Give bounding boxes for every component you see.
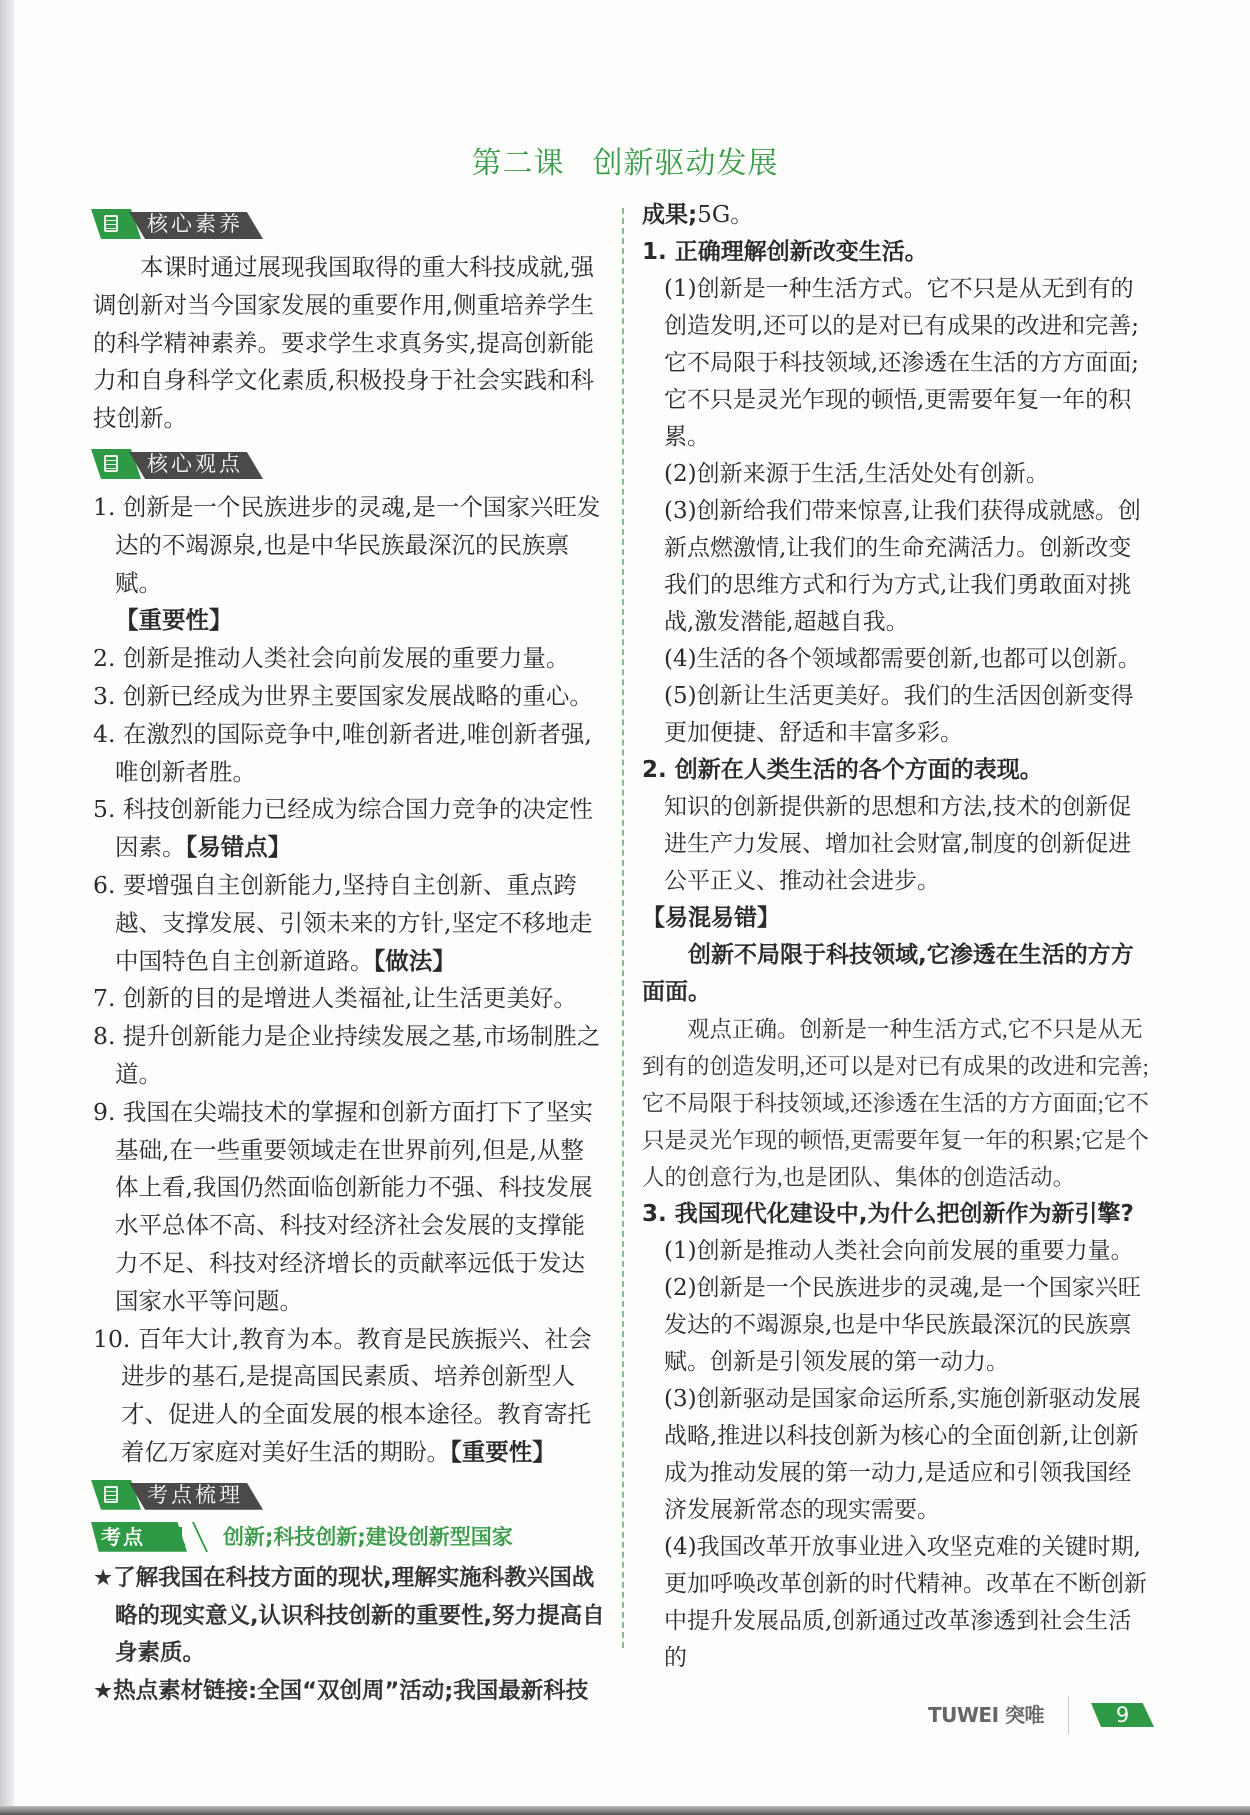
view-item: 10. 百年大计,教育为本。教育是民族振兴、社会进步的基石,是提高国民素质、培养创新型人才、促进人的全面发展的根本途径。教育寄托着亿万家庭对美好生活的期盼。【重要性】 — [93, 1324, 592, 1466]
q2-text: 知识的创新提供新的思想和方法,技术的创新促进生产力发展、增加社会财富,制度的创新促进公平正义、推动社会进步。 — [664, 794, 1132, 894]
q3-point: (4)我国改革开放事业进入攻坚克难的关键时期,更加呼唤改革创新的时代精神。改革在不断创新中提升发展品质,创新通过改革渗透到社会生活的 — [664, 1534, 1147, 1671]
view-item: 2. 创新是推动人类社会向前发展的重要力量。 — [93, 644, 570, 673]
lesson-name: 创新驱动发展 — [592, 146, 779, 181]
footer-divider — [1068, 1696, 1069, 1734]
confusion-statement: 创新不局限于科技领域,它渗透在生活的方方面面。 — [642, 942, 1134, 1005]
question-2-heading: 2. 创新在人类生活的各个方面的表现。 — [642, 757, 1043, 783]
page-number-tab — [1091, 1703, 1154, 1727]
scan-edge-left — [0, 0, 14, 1815]
view-item: 3. 创新已经成为世界主要国家发展战略的重心。 — [93, 681, 593, 710]
page-number: 9 — [1115, 1703, 1130, 1727]
q3-point: (1)创新是推动人类社会向前发展的重要力量。 — [664, 1238, 1134, 1264]
confusion-heading: 【易混易错】 — [642, 905, 780, 931]
notebook-icon — [104, 1486, 118, 1503]
scan-edge-bottom — [0, 1806, 1250, 1815]
notebook-icon — [104, 215, 118, 232]
column-divider — [622, 208, 624, 1648]
exam-point-topic: 创新;科技创新;建设创新型国家 — [223, 1524, 513, 1549]
section-tag-exam-points: 考点梳理 — [91, 1480, 263, 1510]
exam-point-heading — [91, 1520, 605, 1554]
section-tag-core-literacy: 核心素养 — [91, 209, 263, 239]
confusion-analysis: 观点正确。创新是一种生活方式,它不只是从无到有的创造发明,还可以是对已有成果的改进和完善;它不局限于科技领域,还渗透在生活的方方面面;它不只是灵光乍现的顿悟,更需要年复一年的积累;它是个人的创意行为,也是团队、集体的创造活动。 — [642, 1017, 1149, 1190]
continued-text: 成果;5G。 — [642, 202, 754, 228]
q3-point: (2)创新是一个民族进步的灵魂,是一个国家兴旺发达的不竭源泉,也是中华民族最深沉的民族禀赋。创新是引领发展的第一动力。 — [664, 1275, 1141, 1375]
q1-point: (3)创新给我们带来惊喜,让我们获得成就感。创新点燃激情,让我们的生命充满活力。创新改变我们的思维方式和行为方式,让我们勇敢面对挑战,激发潜能,超越自我。 — [664, 498, 1141, 635]
view-item: 9. 我国在尖端技术的掌握和创新方面打下了坚实基础,在一些重要领域走在世界前列,但是,从整体上看,我国仍然面临创新能力不强、科技发展水平总体不高、科技对经济社会发展的支撑能力不足、科技对经济增长的贡献率远低于发达国家水平等问题。 — [93, 1097, 593, 1315]
publisher-logo: TUWEI 突唯 — [927, 1703, 1044, 1727]
q1-point: (1)创新是一种生活方式。它不只是从无到有的创造发明,还可以的是对已有成果的改进和完善;它不局限于科技领域,还渗透在生活的方方面面;它不只是灵光乍现的顿悟,更需要年复一年的积累。 — [664, 276, 1140, 450]
q1-point: (4)生活的各个领域都需要创新,也都可以创新。 — [664, 646, 1141, 672]
view-item: 8. 提升创新能力是企业持续发展之基,市场制胜之道。 — [93, 1022, 601, 1088]
right-column — [642, 197, 1154, 1735]
q3-point: (3)创新驱动是国家命运所系,实施创新驱动发展战略,推进以科技创新为核心的全面创新,让创新成为推动发展的第一动力,是适应和引领我国经济发展新常态的现实需要。 — [664, 1386, 1141, 1523]
view-item: 5. 科技创新能力已经成为综合国力竞争的决定性因素。【易错点】 — [93, 795, 593, 862]
notebook-icon — [104, 455, 118, 472]
lesson-number: 第二课 — [471, 146, 565, 181]
view-item: 6. 要增强自主创新能力,坚持自主创新、重点跨越、支撑发展、引领未来的方针,坚定不移地走中国特色自主创新道路。【做法】 — [93, 870, 593, 975]
q1-point: (5)创新让生活更美好。我们的生活因创新变得更加便捷、舒适和丰富多彩。 — [664, 683, 1134, 746]
star-item: ★热点素材链接:全国“双创周”活动;我国最新科技 — [93, 1678, 589, 1705]
page-title — [0, 138, 1250, 182]
section-tag-core-views: 核心观点 — [91, 449, 263, 479]
core-literacy-text: 本课时通过展现我国取得的重大科技成就,强调创新对当今国家发展的重要作用,侧重培养学生的科学精神素养。要求学生求真务实,提高创新能力和自身科学文化素质,积极投身于社会实践和科技创新。 — [93, 253, 594, 433]
star-item: ★了解我国在科技方面的现状,理解实施科教兴国战略的现实意义,认识科技创新的重要性,努力提高自身素质。 — [93, 1564, 605, 1667]
view-item: 4. 在激烈的国际竞争中,唯创新者进,唯创新者强,唯创新者胜。 — [93, 719, 592, 786]
question-1-heading: 1. 正确理解创新改变生活。 — [642, 239, 928, 265]
view-item: 7. 创新的目的是增进人类福祉,让生活更美好。 — [93, 984, 577, 1013]
exam-point-badge: 考点 1 — [91, 1522, 201, 1552]
left-column — [93, 205, 605, 1711]
question-3-heading: 3. 我国现代化建设中,为什么把创新作为新引擎? — [642, 1201, 1134, 1227]
q1-point: (2)创新来源于生活,生活处处有创新。 — [664, 461, 1049, 487]
page-footer — [642, 1695, 1154, 1735]
view-item: 1. 创新是一个民族进步的灵魂,是一个国家兴旺发达的不竭源泉,也是中华民族最深沉的民族禀赋。 【重要性】 — [93, 492, 601, 635]
